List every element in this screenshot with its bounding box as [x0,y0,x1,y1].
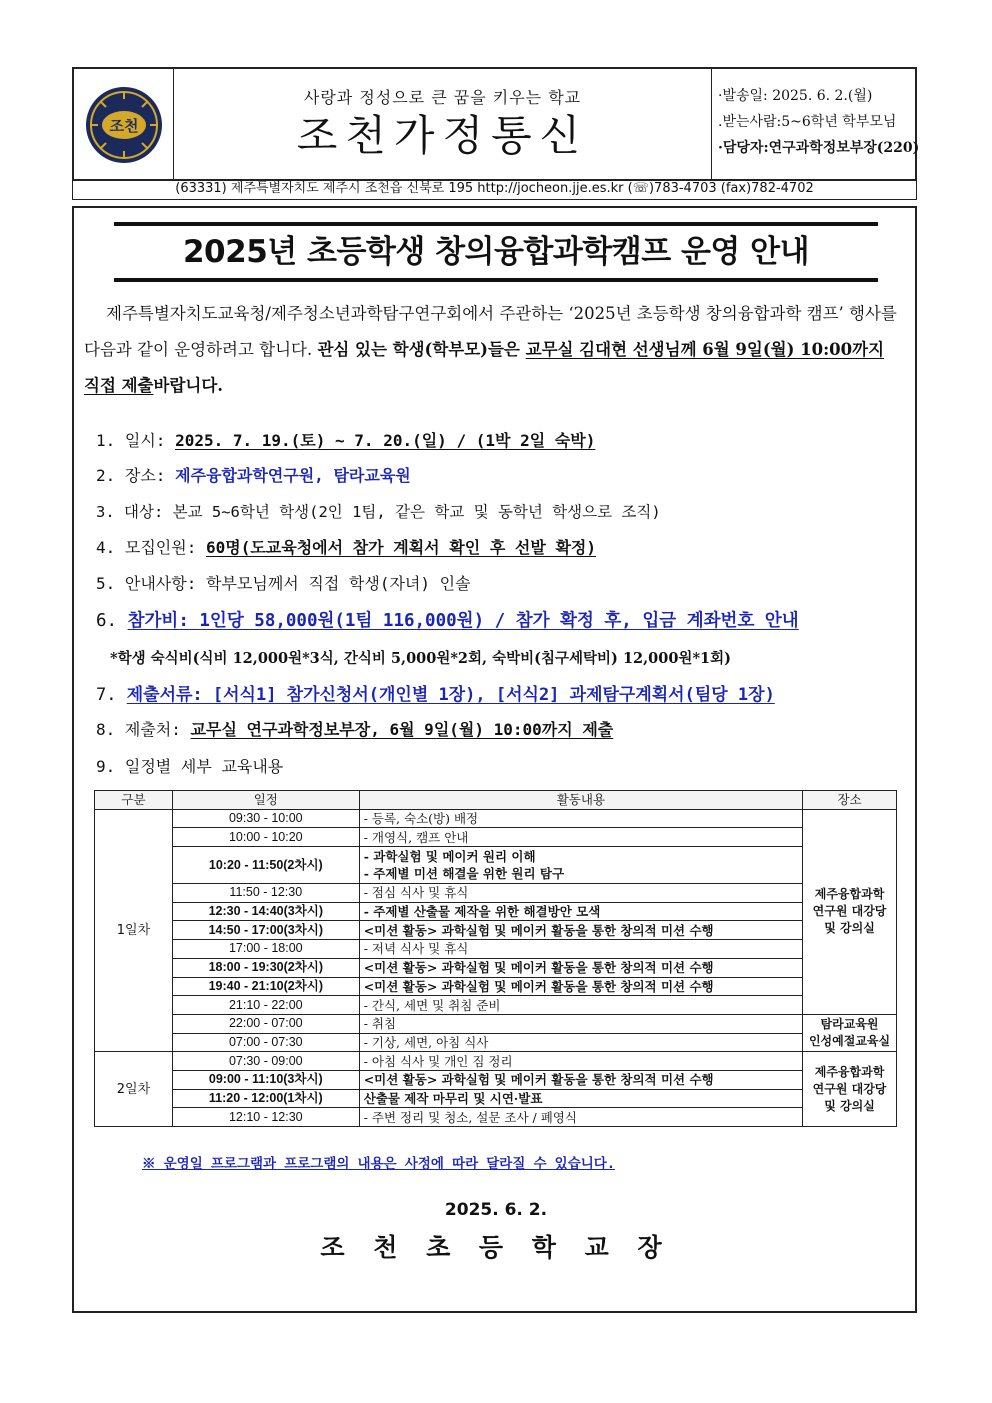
table-row [95,1108,897,1127]
activity-cell: - 점심 식사 및 휴식 [359,884,802,903]
time-cell: 17:00 - 18:00 [172,940,359,959]
item-label: 3. 대상: [96,503,173,521]
place-line: 및 강의실 [824,1098,875,1113]
header-time: 일정 [172,791,359,810]
place-line: 탐라교육원 [820,1017,879,1032]
time-cell: 12:10 - 12:30 [172,1108,359,1127]
item-capacity [96,535,596,558]
time-cell: 22:00 - 07:00 [172,1014,359,1033]
logo-cell [74,69,174,181]
principal-signature: 조 천 초 등 학 교 장 [320,1233,672,1262]
title-rule-top [114,222,878,226]
contact: ·담당자:연구과학정보부장(220) [718,140,920,156]
newsletter-title: 조천가정통신 [296,111,589,160]
day1-label: 1일차 [95,809,173,1052]
title-cell [174,69,712,181]
table-row [95,884,897,903]
item-documents [96,680,775,705]
item-fee-detail [110,647,731,668]
item-value: 본교 5~6학년 학생(2인 1팀, 같은 학교 및 동학년 학생으로 조직) [172,503,661,521]
time-cell: 14:50 - 17:00(3차시) [172,921,359,940]
table-row [95,958,897,977]
place-cell-tamra [803,1014,897,1051]
item-label: 2. 장소: [96,466,176,485]
activity-cell: <미션 활동> 과학실험 및 메이커 활동을 통한 창의적 미션 수행 [359,958,802,977]
intro-text-1: 제주특별자치도교육청/제주청소년과학탐구연구회에서 주관하는 ‘2025년 초등학생 창의융합과학 캠프’ 행사를 다음과 같이 운영하려고 합니다. [84,304,897,359]
item-notice [96,571,471,594]
document-title-block [114,222,878,282]
send-date: ·발송일: 2025. 6. 2.(월) [718,88,873,104]
activity-cell [359,847,802,884]
school-logo [84,85,164,165]
table-row [95,902,897,921]
item-label: 6. [96,611,128,631]
activity-cell: <미션 활동> 과학실험 및 메이커 활동을 통한 창의적 미션 수행 [359,921,802,940]
time-cell: 12:30 - 14:40(3차시) [172,902,359,921]
time-cell: 10:00 - 10:20 [172,828,359,847]
table-row [95,847,897,884]
place-line: 인성예절교육실 [808,1034,891,1049]
time-cell: 11:50 - 12:30 [172,884,359,903]
item-value: 제주융합과학연구원, 탐라교육원 [175,466,411,485]
item-target [96,500,661,522]
item-value: 교무실 연구과학정보부장, 6월 9일(월) 10:00까지 제출 [190,720,614,739]
item-date [96,428,595,451]
activity-line: - 과학실험 및 메이커 원리 이해 [363,849,536,865]
item-schedule-heading [96,754,283,777]
table-row [95,809,897,828]
intro-text-2: 관심 있는 학생(학부모)들은 [317,340,526,359]
place-line: 연구원 대강당 [812,904,887,919]
item-value: 참가비: 1인당 58,000원(1팀 116,000원) / 참가 확정 후, 입금 계좌번호 안내 [127,611,799,631]
table-row [95,940,897,959]
address-bar: (63331) 제주특별자치도 제주시 조천읍 신북로 195 http://jocheon.jje.es.kr (☏)783-4703 (fax)782-4702 [72,179,917,200]
activity-cell: - 기상, 세면, 아침 식사 [359,1033,802,1052]
intro-paragraph [84,296,902,404]
table-row [95,828,897,847]
time-cell: 10:20 - 11:50(2차시) [172,847,359,884]
header-place: 장소 [803,791,897,810]
place-cell-research-institute [803,809,897,1014]
table-row [95,1014,897,1033]
table-row [95,977,897,996]
header-activity: 활동내용 [359,791,802,810]
slogan: 사랑과 정성으로 큰 꿈을 키우는 학교 [303,88,582,107]
time-cell: 09:00 - 11:10(3차시) [172,1070,359,1089]
time-cell: 07:30 - 09:00 [172,1052,359,1071]
time-cell: 11:20 - 12:00(1차시) [172,1089,359,1108]
place-line: 및 강의실 [824,921,875,936]
table-row [95,921,897,940]
place-cell-research-institute-day2 [803,1052,897,1127]
time-cell: 21:10 - 22:00 [172,996,359,1015]
item-label: 8. 제출처: [96,720,191,739]
issue-date: 2025. 6. 2. [444,1200,548,1220]
item-value: 학부모님께서 직접 학생(자녀) 인솔 [206,574,471,593]
item-label: 4. 모집인원: [96,538,206,557]
activity-cell: - 간식, 세면 및 취침 준비 [359,996,802,1015]
item-label: 1. 일시: [96,431,176,450]
info-cell [712,69,920,181]
place-line: 제주융합과학 [814,887,885,902]
item-submit-to [96,717,613,740]
table-row [95,1033,897,1052]
activity-cell: - 주변 정리 및 청소, 설문 조사 / 폐영식 [359,1108,802,1127]
item-value: 60명(도교육청에서 참가 계획서 확인 후 선발 확정) [206,538,596,557]
activity-cell: - 저녁 식사 및 휴식 [359,940,802,959]
header-category: 구분 [95,791,173,810]
item-place [96,463,411,486]
table-row [95,1052,897,1071]
time-cell: 19:40 - 21:10(2차시) [172,977,359,996]
activity-cell: <미션 활동> 과학실험 및 메이커 활동을 통한 창의적 미션 수행 [359,1070,802,1089]
table-header-row [95,791,897,810]
activity-cell: - 주제별 산출물 제작을 위한 해결방안 모색 [359,902,802,921]
title-rule-bottom [114,278,878,282]
item-label: 5. 안내사항: [96,574,206,593]
activity-cell: - 개영식, 캠프 안내 [359,828,802,847]
header-box [72,67,920,181]
time-cell: 09:30 - 10:00 [172,809,359,828]
time-cell: 18:00 - 19:30(2차시) [172,958,359,977]
item-fee [96,607,799,632]
table-row [95,1089,897,1108]
logo-text: 조천 [109,117,139,135]
activity-cell: <미션 활동> 과학실험 및 메이커 활동을 통한 창의적 미션 수행 [359,977,802,996]
schedule-note: ※ 운영일 프로그램과 프로그램의 내용은 사정에 따라 달라질 수 있습니다. [142,1156,615,1172]
activity-line: - 주제별 미션 해결을 위한 원리 탐구 [363,866,565,882]
schedule-table [94,790,897,1127]
intro-text-4: 바랍니다. [153,376,224,395]
item-value: 제출서류: [서식1] 참가신청서(개인별 1장), [서식2] 과제탐구계획서(팀당 1장) [126,685,775,705]
activity-cell: - 등록, 숙소(방) 배정 [359,809,802,828]
intro-text-3: 교무실 김대현 선생님께 6월 9일(월) 10:00까지 직접 제출 [84,340,885,395]
item-label: 7. [96,685,127,705]
item-label: 9. 일정별 세부 교육내용 [96,757,284,776]
document-title: 2025년 초등학생 창의융합과학캠프 운영 안내 [182,234,810,270]
place-line: 연구원 대강당 [812,1081,887,1096]
item-value: 2025. 7. 19.(토) ~ 7. 20.(일) / (1박 2일 숙박) [175,431,596,450]
table-row [95,996,897,1015]
activity-cell: - 아침 식사 및 개인 짐 정리 [359,1052,802,1071]
day2-label: 2일차 [95,1052,173,1127]
place-line: 제주융합과학 [814,1064,885,1079]
activity-cell: 산출물 제작 마무리 및 시연·발표 [359,1089,802,1108]
item-value: *학생 숙식비(식비 12,000원*3식, 간식비 5,000원*2회, 숙박비(침구세탁비) 12,000원*1회) [110,650,731,667]
time-cell: 07:00 - 07:30 [172,1033,359,1052]
activity-cell: - 취침 [359,1014,802,1033]
recipient: .받는사람:5~6학년 학부모님 [718,114,897,130]
table-row [95,1070,897,1089]
